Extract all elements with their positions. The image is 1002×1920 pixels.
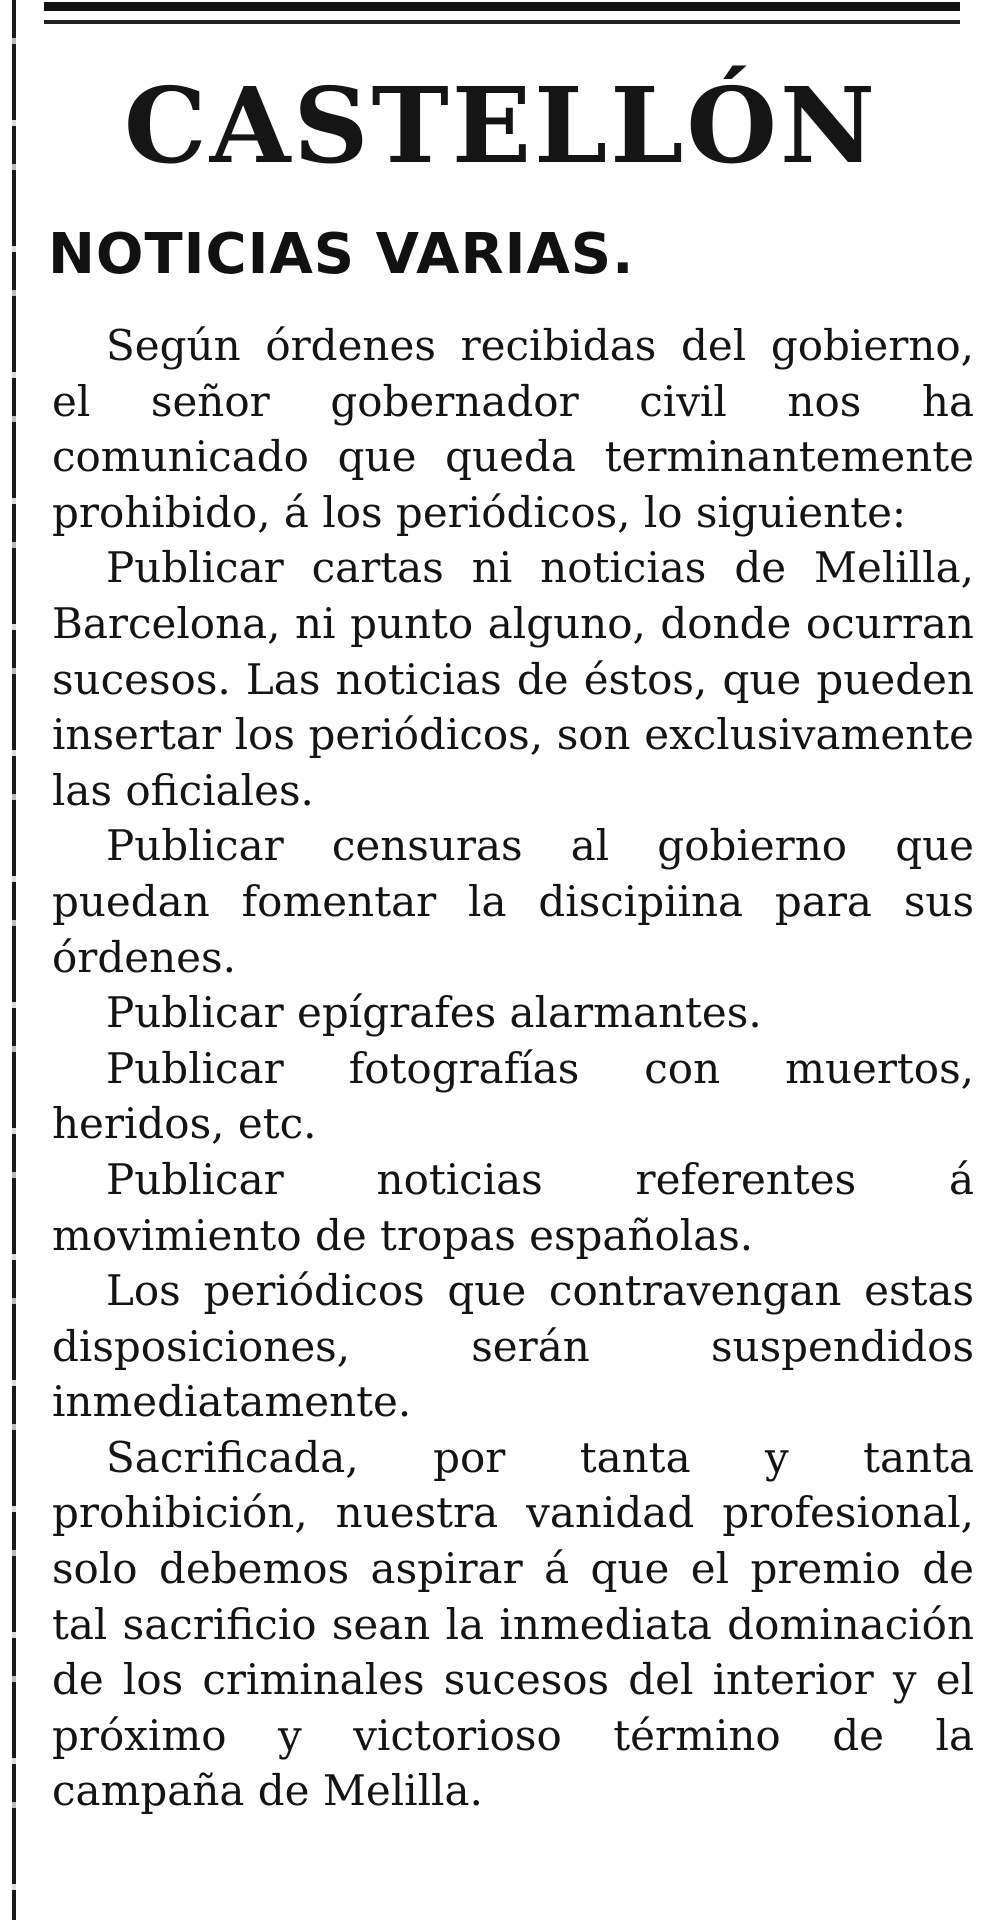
article-body: [52, 318, 974, 1819]
paragraph-rule-letters: Publicar cartas ni noticias de Melilla, Barcelona, ni punto alguno, donde ocurran sucesos. Las noticias de éstos, que pueden insertar los periódicos, son exclusivamente las oficiales.: [52, 543, 974, 815]
top-rule-thick: [44, 2, 960, 11]
section-heading: NOTICIAS VARIAS.: [48, 222, 635, 287]
paragraph-rule-headlines: Publicar epígrafes alarmantes.: [106, 988, 762, 1038]
paragraph-penalty: Los periódicos que contravengan estas disposiciones, serán suspendidos inmediatamente.: [52, 1266, 974, 1427]
paragraph-rule-photos: Publicar fotografías con muertos, heridos, etc.: [52, 1043, 974, 1149]
column-rule-left: [12, 0, 16, 1920]
paragraph-intro: Según órdenes recibidas del gobierno, el señor gobernador civil nos ha comunicado que queda terminantemente prohibido, á los periódicos, lo siguiente:: [52, 321, 974, 537]
top-rule-thin: [44, 20, 960, 24]
paragraph-closing: Sacrificada, por tanta y tanta prohibición, nuestra vanidad profesional, solo debemos aspirar á que el premio de tal sacrificio sean la inmediata dominación de los criminales sucesos del interior y el próximo y victorioso término de la campaña de Melilla.: [52, 1432, 974, 1816]
paragraph-rule-censure: Publicar censuras al gobierno que puedan fomentar la discipiina para sus órdenes.: [52, 821, 974, 982]
page-title: CASTELLÓN: [123, 64, 879, 187]
paragraph-rule-troops: Publicar noticias referentes á movimiento de tropas españolas.: [52, 1154, 974, 1260]
